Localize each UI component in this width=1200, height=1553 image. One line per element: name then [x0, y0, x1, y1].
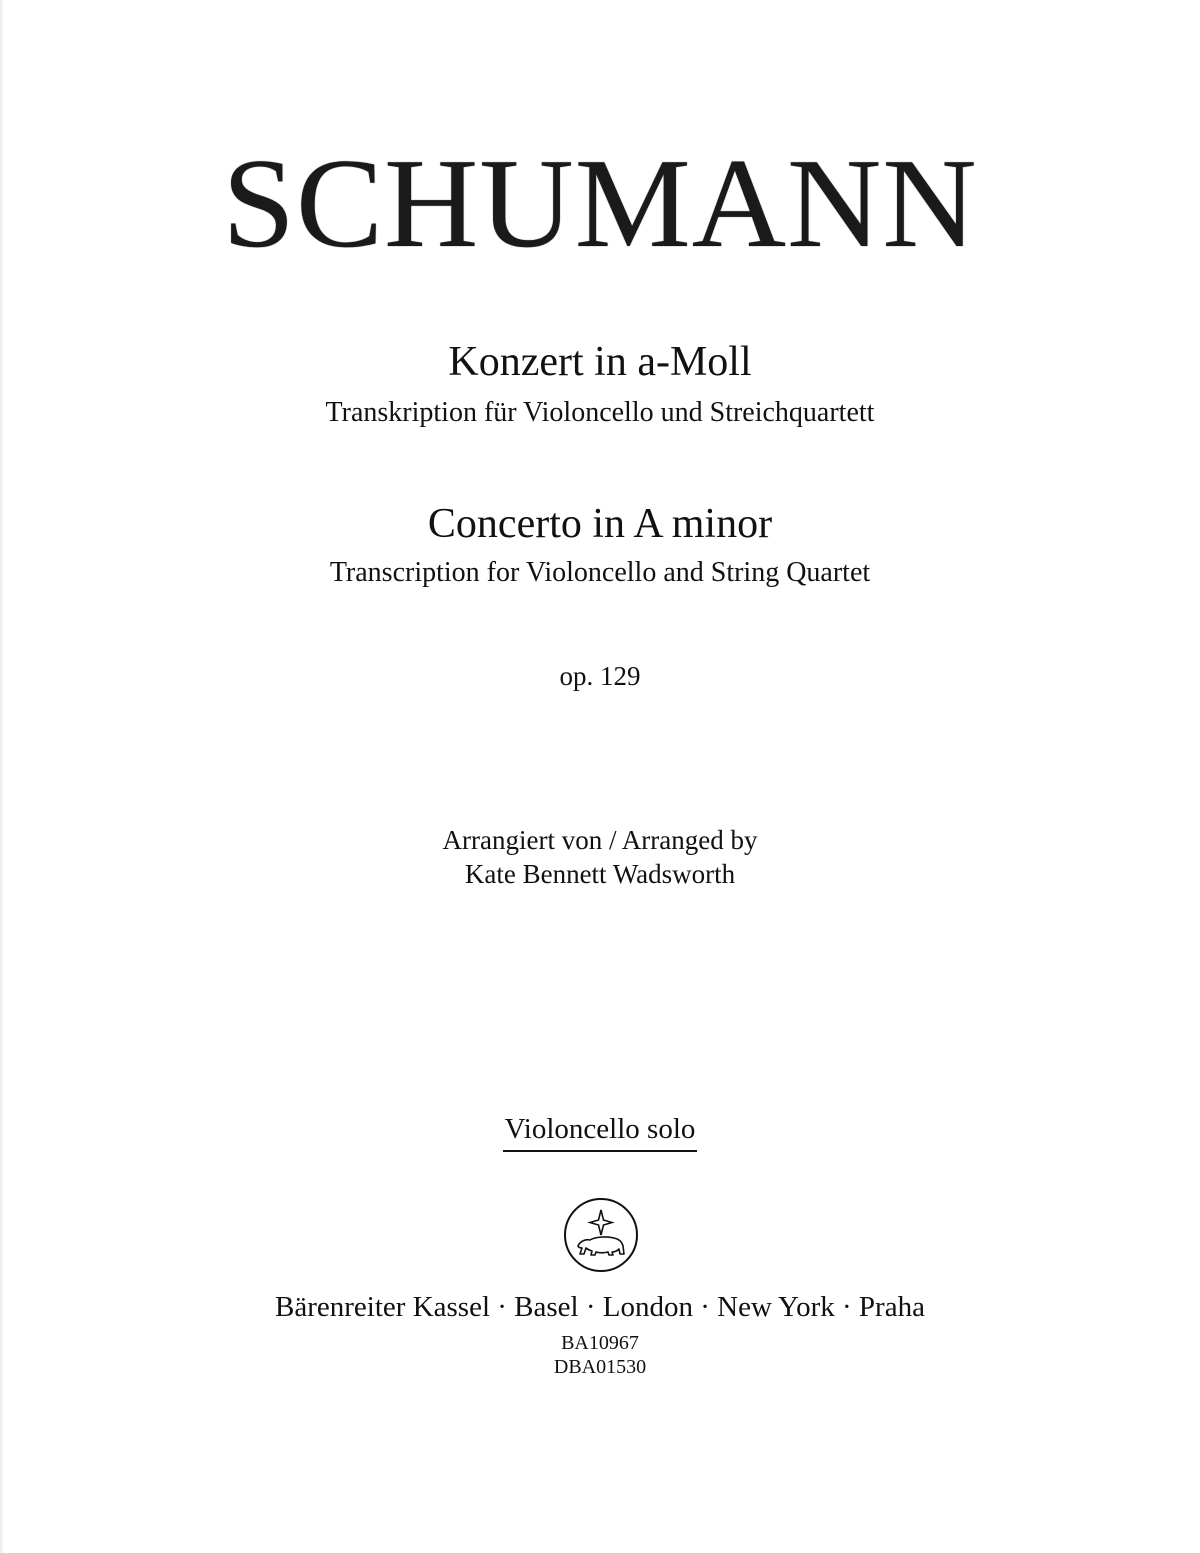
- subtitle-german: Transkription für Violoncello und Streichquartett: [325, 397, 875, 428]
- publisher-line: Bärenreiter Kassel · Basel · London · New York · Praha: [275, 1291, 925, 1323]
- subtitle-english: Transcription for Violoncello and String Quartet: [329, 557, 871, 588]
- part-label: Violoncello solo: [503, 1112, 698, 1152]
- catalog-number: BA10967: [561, 1332, 639, 1354]
- title-german: Konzert in a-Moll: [448, 339, 752, 385]
- part-designation: [0, 1112, 1200, 1152]
- arranger-name: Kate Bennett Wadsworth: [464, 859, 736, 889]
- edition-number: DBA01530: [553, 1356, 647, 1378]
- opus-number: op. 129: [559, 661, 641, 691]
- composer-name: SCHUMANN: [222, 132, 978, 274]
- baerenreiter-bear-star-logo-icon: [562, 1196, 640, 1274]
- arranged-by-label: Arrangiert von / Arranged by: [442, 825, 758, 855]
- title-english: Concerto in A minor: [427, 501, 773, 547]
